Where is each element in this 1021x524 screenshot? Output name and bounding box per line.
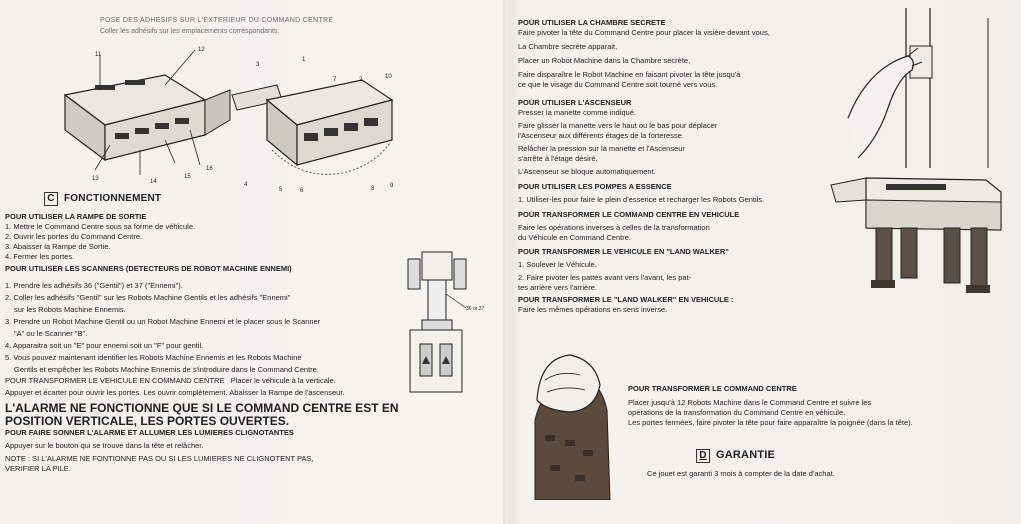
chambre-title: POUR UTILISER LA CHAMBRE SECRETE bbox=[518, 18, 666, 27]
chambre-line: La Chambre secrète apparait, bbox=[518, 42, 618, 51]
section-d-letter: D bbox=[696, 449, 710, 463]
callout-11: 11 bbox=[95, 52, 102, 58]
chambre-line: ce que le visage du Command Centre soit tourné vers vous. bbox=[518, 80, 718, 89]
alarm-warning-1: L'ALARME NE FONCTIONNE QUE SI LE COMMAND CENTRE EST EN bbox=[5, 401, 399, 415]
walker-line: tes arrière vers l'arrière. bbox=[518, 283, 597, 292]
ascenseur-line: Relâcher la pression sur la manette et l'Ascenseur bbox=[518, 144, 685, 153]
list-item: 4. Fermer les portes. bbox=[5, 252, 75, 261]
elevator-hand-illustration bbox=[838, 8, 1018, 168]
handle-hand-illustration bbox=[525, 340, 620, 500]
chambre-line: Faire pivoter la tête du Command Centre pour placer la visière devant vous, bbox=[518, 28, 770, 37]
stickers-subtitle: Coller les adhésifs sur les emplacements correspondants. bbox=[100, 28, 280, 35]
ascenseur-line: s'arrête à l'étage désiré. bbox=[518, 154, 598, 163]
cc-line: Placer jusqu'à 12 Robots Machine dans le Command Centre et suivre les bbox=[628, 398, 872, 407]
pompes-title: POUR UTILISER LES POMPES A ESSENCE bbox=[518, 182, 672, 191]
walker-back-line: Faire les mêmes opérations en sens inverse. bbox=[518, 305, 668, 314]
callout-12: 12 bbox=[198, 47, 205, 53]
chambre-line: Placer un Robot Machine dans la Chambre secrète, bbox=[518, 56, 691, 65]
ascenseur-line: Faire glisser la manette vers le haut ou le bas pour déplacer bbox=[518, 121, 718, 130]
stickers-title: POSE DES ADHESIFS SUR L'EXTERIEUR DU COMMAND CENTRE bbox=[100, 17, 334, 24]
cc-line: opérations de la transformation du Command Centre en véhicule. bbox=[628, 408, 846, 417]
cc-vehicule-line: Faire les opérations inverses à celles de la transformation bbox=[518, 223, 710, 232]
rampe-steps bbox=[5, 222, 405, 262]
scanners-title: POUR UTILISER LES SCANNERS (DETECTEURS DE ROBOT MACHINE ENNEMI) bbox=[5, 264, 292, 273]
chambre-block bbox=[518, 18, 838, 315]
walker-back-title: POUR TRANSFORMER LE "LAND WALKER" EN VEHICULE : bbox=[518, 295, 734, 304]
callout-4: 4 bbox=[244, 182, 248, 188]
alarm-text: Appuyer sur le bouton qui se trouve dans la tête et relâcher. bbox=[5, 441, 204, 450]
transform-vertical-line bbox=[5, 376, 405, 386]
callout-1: 1 bbox=[302, 57, 306, 63]
walker-title: POUR TRANSFORMER LE VEHICULE EN "LAND WALKER" bbox=[518, 247, 729, 256]
section-c-title: FONCTIONNEMENT bbox=[64, 193, 162, 204]
cc-vehicule-title: POUR TRANSFORMER LE COMMAND CENTRE EN VEHICULE bbox=[518, 210, 740, 219]
vehicle-illustration-left bbox=[55, 45, 235, 180]
callout-5: 5 bbox=[279, 187, 283, 193]
list-item: 2. Coller les adhésifs "Gentil" sur les Robots Machine Gentils et les adhésifs "Ennemi" bbox=[5, 293, 291, 302]
page-fold bbox=[503, 0, 507, 524]
list-item: 3. Abaisser la Rampe de Sortie. bbox=[5, 242, 111, 251]
ascenseur-line: Presser la manette comme indiqué. bbox=[518, 108, 636, 117]
cc-line: Les portes fermées, faire pivoter la tête pour faire apparaître la poignée (dans la tête). bbox=[628, 418, 913, 427]
ascenseur-line: L'Ascenseur se bloque automatiquement. bbox=[518, 167, 656, 176]
garantie-text: Ce jouet est garanti 3 mois à compter de la date d'achat. bbox=[647, 469, 835, 478]
list-item: 1. Prendre les adhésifs 36 ("Gentil") et 37 ("Ennemi"). bbox=[5, 281, 183, 290]
cc-vehicule-line: du Véhicule en Command Centre. bbox=[518, 233, 631, 242]
list-item: 4. Apparaitra soit un "E" pour ennemi soit un "F" pour gentil. bbox=[5, 341, 204, 350]
scanners-steps bbox=[5, 280, 405, 376]
callout-6: 6 bbox=[300, 188, 304, 194]
chambre-line: Faire disparaître le Robot Machine en faisant pivoter la tête jusqu'à bbox=[518, 70, 741, 79]
note-line-1: NOTE : SI L'ALARME NE FONTIONNE PAS OU SI LES LUMIERES NE CLIGNOTENT PAS, bbox=[5, 454, 314, 463]
callout-7: 7 bbox=[333, 77, 337, 83]
callout-15: 15 bbox=[184, 174, 191, 180]
section-c-heading bbox=[44, 192, 161, 206]
callout-9: 9 bbox=[390, 183, 394, 189]
ascenseur-title: POUR UTILISER L'ASCENSEUR bbox=[518, 98, 632, 107]
transform-vertical-title: POUR TRANSFORMER LE VEHICULE EN COMMAND CENTRE bbox=[5, 376, 225, 385]
cc-block bbox=[628, 384, 1008, 428]
alarm-warning-2: POSITION VERTICALE, LES PORTES OUVERTES. bbox=[5, 414, 290, 428]
transform-vertical-text: Placer le véhicule à la verticale. bbox=[230, 376, 336, 385]
list-item: sur les Robots Machine Ennemis. bbox=[14, 305, 126, 314]
land-walker-illustration bbox=[826, 170, 1016, 310]
list-item: 3. Prendre un Robot Machine Gentil ou un Robot Machine Ennemi et le placer sous le Scanner bbox=[5, 317, 321, 326]
section-d-heading bbox=[696, 449, 775, 463]
list-item: 5. Vous pouvez maintenant identifier les Robots Machine Ennemis et les Robots Machine bbox=[5, 353, 302, 362]
rampe-block bbox=[5, 212, 405, 474]
list-item: "A" ou le Scanner "B". bbox=[14, 329, 88, 338]
callout-8: 8 bbox=[371, 186, 375, 192]
section-c-letter: C bbox=[44, 192, 58, 206]
transform-vertical-detail: Appuyer et écarter pour ouvrir les portes. Les ouvrir complètement. Abaisser la Rampe de l'ascenseur. bbox=[5, 388, 345, 397]
ascenseur-line: l'Ascenseur aux différents étages de la forteresse. bbox=[518, 131, 684, 140]
vehicle-illustration-right bbox=[222, 55, 412, 190]
callout-3: 3 bbox=[256, 62, 260, 68]
list-item: Gentils et empêcher les Robots Machine Ennemis de s'introduire dans le Command Centre. bbox=[14, 365, 319, 374]
cc-title: POUR TRANSFORMER LE COMMAND CENTRE bbox=[628, 384, 797, 393]
callout-13: 13 bbox=[92, 176, 99, 182]
callout-16: 16 bbox=[206, 166, 213, 172]
walker-line: 2. Faire pivoter les pattes avant vers l'avant, les pat- bbox=[518, 273, 692, 282]
robot-scanner-illustration bbox=[404, 244, 474, 396]
callout-2: 2 bbox=[359, 77, 363, 83]
list-item: 2. Ouvrir les portes du Command Centre. bbox=[5, 232, 143, 241]
walker-line: 1. Soulever le Véhicule. bbox=[518, 260, 597, 269]
pompes-line: 1. Utiliser-les pour faire le plein d'essence et recharger les Robots Gentils. bbox=[518, 195, 765, 204]
list-item: 1. Mettre le Command Centre sous sa forme de véhicule. bbox=[5, 222, 196, 231]
callout-36-37: 36 or 37 bbox=[466, 306, 485, 312]
callout-10: 10 bbox=[385, 74, 392, 80]
section-d-title: GARANTIE bbox=[716, 449, 776, 461]
callout-14: 14 bbox=[150, 179, 157, 185]
rampe-title: POUR UTILISER LA RAMPE DE SORTIE bbox=[5, 212, 147, 221]
note-line-2: VERIFIER LA PILE. bbox=[5, 464, 71, 473]
alarm-title: POUR FAIRE SONNER L'ALARME ET ALLUMER LES LUMIERES CLIGNOTANTES bbox=[5, 428, 294, 437]
